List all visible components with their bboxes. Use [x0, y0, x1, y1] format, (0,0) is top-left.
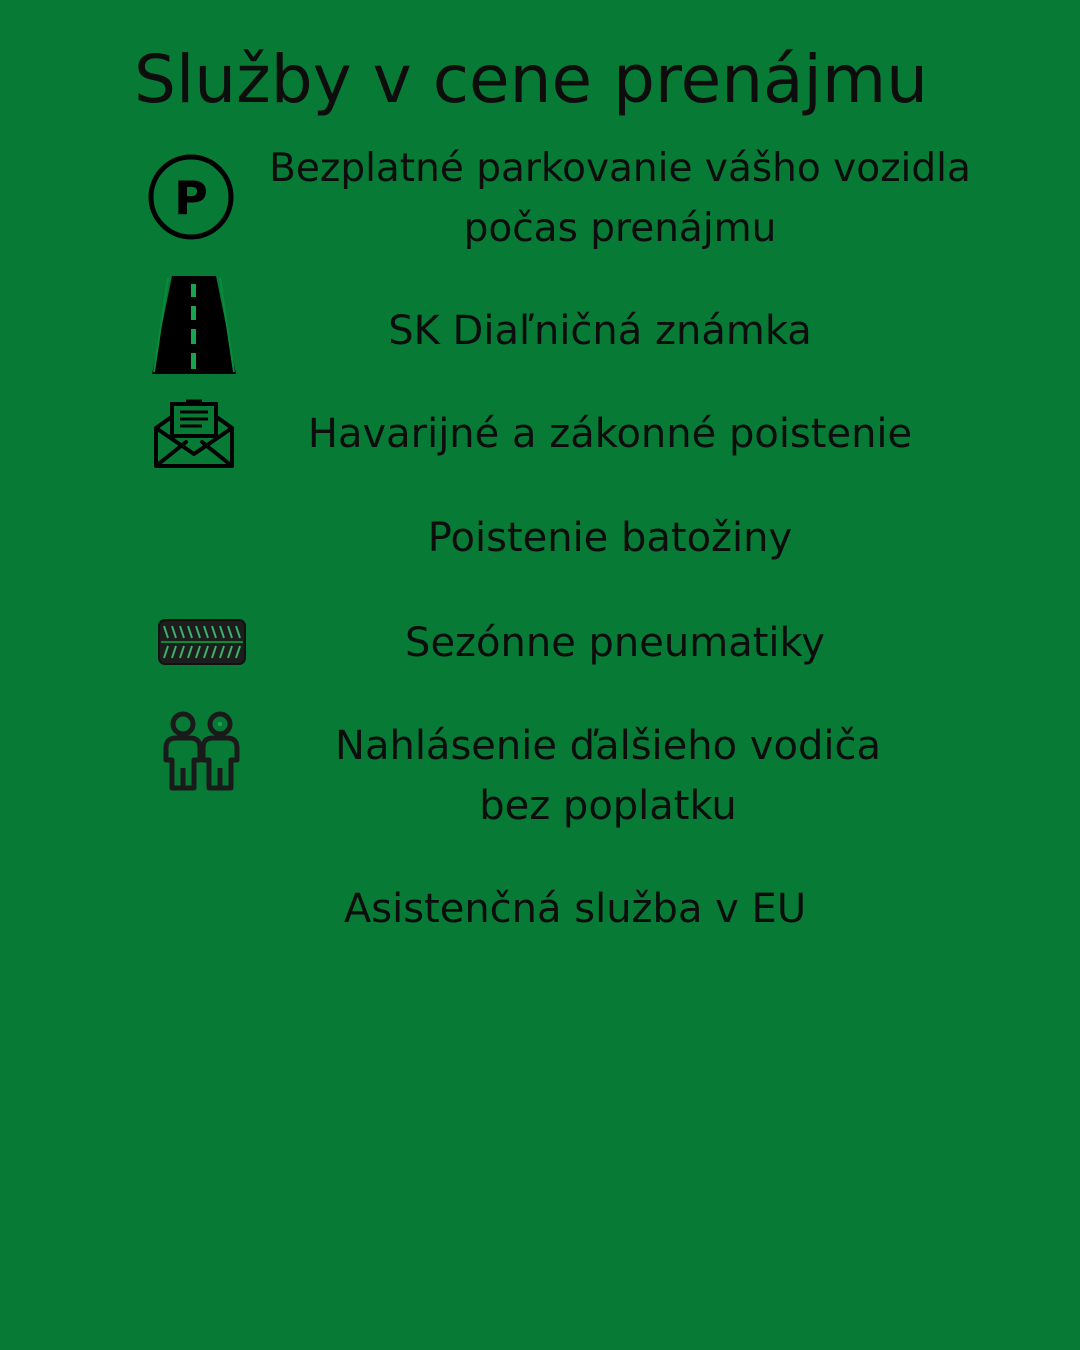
service-line: SK Diaľničná známka — [388, 308, 812, 354]
highway-road-icon — [150, 274, 238, 376]
service-line: Poistenie batožiny — [427, 515, 793, 561]
service-line: Havarijné a zákonné poistenie — [307, 411, 913, 457]
service-line: Nahlásenie ďalšieho vodiča — [335, 723, 881, 769]
tires-icon — [156, 614, 248, 670]
service-line: počas prenájmu — [463, 206, 777, 251]
insurance-envelope-icon — [152, 398, 236, 470]
parking-letter: P — [174, 171, 208, 225]
service-eu-assistance — [300, 879, 850, 939]
page-title: Služby v cene prenájmu — [134, 41, 928, 118]
service-line: bez poplatku — [479, 783, 737, 829]
parking-icon — [146, 154, 236, 242]
service-free-parking — [260, 139, 980, 259]
service-luggage-insurance — [360, 508, 860, 568]
service-seasonal-tires — [360, 613, 870, 673]
service-line: Asistenčná služba v EU — [343, 886, 807, 932]
service-line: Sezónne pneumatiky — [405, 620, 825, 666]
service-additional-driver — [300, 716, 916, 836]
service-highway-vignette — [300, 301, 900, 361]
service-line: Bezplatné parkovanie vášho vozidla — [269, 146, 971, 191]
two-drivers-icon — [160, 710, 244, 792]
service-insurance — [290, 404, 930, 464]
